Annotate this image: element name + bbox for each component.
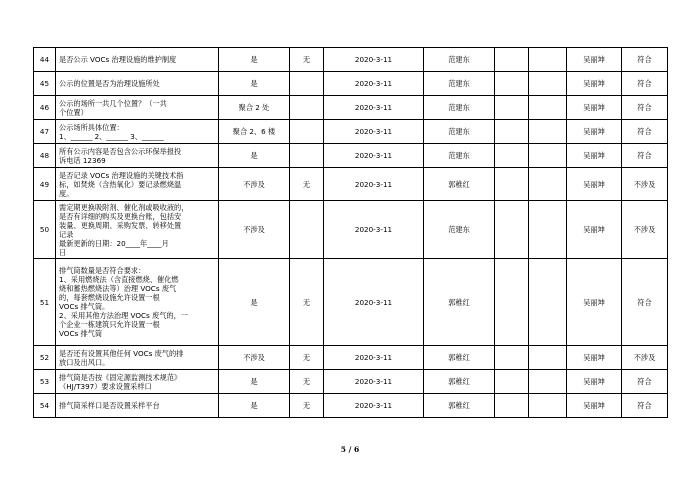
check-item: 需定期更换吸附剂、催化剂或吸收液的， 是否有详细的购买及更换台账，包括安 装量、更换周期、采购发票、转移处置 记录 最新更新的日期：20____年____月 日 [56, 201, 219, 259]
reviewer-cell: 吴丽坤 [567, 346, 622, 370]
table-row [34, 394, 668, 418]
check-item: 是否记录 VOCs 治理设施的关键技术指 标，如焚烧（含热氧化）要记录燃烧温 度。 [56, 168, 219, 201]
blank-cell [495, 259, 529, 346]
reviewer-cell: 吴丽坤 [567, 72, 622, 96]
result-cell: 符合 [622, 72, 668, 96]
date-cell: 2020-3-11 [324, 394, 424, 418]
blank-cell [529, 144, 567, 168]
check-item: 公示场所具体位置： 1、______ 2、______ 3、______ [56, 120, 219, 144]
date-cell: 2020-3-11 [324, 201, 424, 259]
row-number: 54 [34, 394, 56, 418]
answer-cell: 聚合 2 处 [219, 96, 290, 120]
issue-cell: 无 [290, 370, 324, 394]
answer-cell: 不涉及 [219, 201, 290, 259]
reviewer-cell: 吴丽坤 [567, 259, 622, 346]
reviewer-cell: 吴丽坤 [567, 120, 622, 144]
blank-cell [529, 259, 567, 346]
result-cell: 符合 [622, 370, 668, 394]
reviewer-cell: 吴丽坤 [567, 168, 622, 201]
blank-cell [529, 120, 567, 144]
inspector-cell: 范建东 [424, 120, 495, 144]
blank-cell [495, 168, 529, 201]
date-cell: 2020-3-11 [324, 72, 424, 96]
table-row [34, 201, 668, 259]
blank-cell [529, 394, 567, 418]
check-item: 公示的场所一共几个位置？（一共 个位置） [56, 96, 219, 120]
blank-cell [495, 144, 529, 168]
row-number: 51 [34, 259, 56, 346]
reviewer-cell: 吴丽坤 [567, 144, 622, 168]
reviewer-cell: 吴丽坤 [567, 394, 622, 418]
answer-cell: 聚合 2、6 楼 [219, 120, 290, 144]
table-row [34, 168, 668, 201]
table-row [34, 96, 668, 120]
inspector-cell: 郭稚红 [424, 259, 495, 346]
date-cell: 2020-3-11 [324, 259, 424, 346]
inspector-cell: 范建东 [424, 72, 495, 96]
blank-cell [495, 370, 529, 394]
result-cell: 不涉及 [622, 346, 668, 370]
row-number: 47 [34, 120, 56, 144]
answer-cell: 是 [219, 394, 290, 418]
table-row [34, 370, 668, 394]
issue-cell: 无 [290, 346, 324, 370]
issue-cell [290, 144, 324, 168]
date-cell: 2020-3-11 [324, 370, 424, 394]
issue-cell: 无 [290, 48, 324, 72]
reviewer-cell: 吴丽坤 [567, 48, 622, 72]
row-number: 50 [34, 201, 56, 259]
answer-cell: 是 [219, 370, 290, 394]
row-number: 52 [34, 346, 56, 370]
issue-cell [290, 96, 324, 120]
answer-cell: 是 [219, 48, 290, 72]
check-item: 是否公示 VOCs 治理设施的维护制度 [56, 48, 219, 72]
check-item: 排气筒采样口是否设置采样平台 [56, 394, 219, 418]
blank-cell [529, 346, 567, 370]
blank-cell [529, 370, 567, 394]
blank-cell [495, 346, 529, 370]
blank-cell [529, 201, 567, 259]
result-cell: 符合 [622, 259, 668, 346]
check-item: 排气筒是否按《固定源监测技术规范》 （HJ/T397）要求设置采样口 [56, 370, 219, 394]
inspector-cell: 范建东 [424, 48, 495, 72]
table-body [34, 48, 668, 418]
result-cell: 不涉及 [622, 168, 668, 201]
table-row [34, 72, 668, 96]
inspector-cell: 范建东 [424, 201, 495, 259]
result-cell: 符合 [622, 48, 668, 72]
issue-cell [290, 120, 324, 144]
row-number: 49 [34, 168, 56, 201]
blank-cell [529, 168, 567, 201]
date-cell: 2020-3-11 [324, 120, 424, 144]
table-row [34, 346, 668, 370]
reviewer-cell: 吴丽坤 [567, 96, 622, 120]
issue-cell: 无 [290, 394, 324, 418]
row-number: 53 [34, 370, 56, 394]
date-cell: 2020-3-11 [324, 96, 424, 120]
inspection-table [33, 47, 668, 418]
result-cell: 符合 [622, 394, 668, 418]
result-cell: 符合 [622, 96, 668, 120]
check-item: 所有公示内容是否包含公示环保举报投 诉电话 12369 [56, 144, 219, 168]
issue-cell [290, 201, 324, 259]
table-row [34, 120, 668, 144]
answer-cell: 是 [219, 259, 290, 346]
blank-cell [495, 96, 529, 120]
date-cell: 2020-3-11 [324, 346, 424, 370]
blank-cell [495, 120, 529, 144]
result-cell: 符合 [622, 120, 668, 144]
result-cell: 符合 [622, 144, 668, 168]
row-number: 44 [34, 48, 56, 72]
table-row [34, 144, 668, 168]
date-cell: 2020-3-11 [324, 144, 424, 168]
issue-cell [290, 72, 324, 96]
reviewer-cell: 吴丽坤 [567, 370, 622, 394]
check-item: 排气筒数量是否符合要求： 1、采用燃烧法（含直接燃烧、催化燃 烧和蓄热燃烧法等）治理 VOCs 废气 的，每套燃烧设施允许设置一根 VOCs 排气筒。 2、采用其他方法治理 VOCs 废气的，一 个企业一栋建筑只允许设置一根 VOCs 排气筒 [56, 259, 219, 346]
date-cell: 2020-3-11 [324, 48, 424, 72]
blank-cell [529, 72, 567, 96]
inspector-cell: 范建东 [424, 144, 495, 168]
blank-cell [529, 96, 567, 120]
answer-cell: 是 [219, 72, 290, 96]
inspector-cell: 郭稚红 [424, 370, 495, 394]
issue-cell: 无 [290, 168, 324, 201]
inspector-cell: 郭稚红 [424, 346, 495, 370]
inspector-cell: 范建东 [424, 96, 495, 120]
table-row [34, 48, 668, 72]
reviewer-cell: 吴丽坤 [567, 201, 622, 259]
row-number: 46 [34, 96, 56, 120]
issue-cell: 无 [290, 259, 324, 346]
row-number: 45 [34, 72, 56, 96]
table-row [34, 259, 668, 346]
page-number: 5 / 6 [340, 445, 360, 454]
blank-cell [495, 394, 529, 418]
inspector-cell: 郭稚红 [424, 394, 495, 418]
answer-cell: 不涉及 [219, 168, 290, 201]
check-item: 是否还有设置其他任何 VOCs 废气的排 放口及出风口。 [56, 346, 219, 370]
blank-cell [495, 48, 529, 72]
row-number: 48 [34, 144, 56, 168]
date-cell: 2020-3-11 [324, 168, 424, 201]
answer-cell: 是 [219, 144, 290, 168]
answer-cell: 不涉及 [219, 346, 290, 370]
inspector-cell: 郭稚红 [424, 168, 495, 201]
result-cell: 不涉及 [622, 201, 668, 259]
blank-cell [529, 48, 567, 72]
check-item: 公示的位置是否为治理设施所处 [56, 72, 219, 96]
blank-cell [495, 72, 529, 96]
blank-cell [495, 201, 529, 259]
